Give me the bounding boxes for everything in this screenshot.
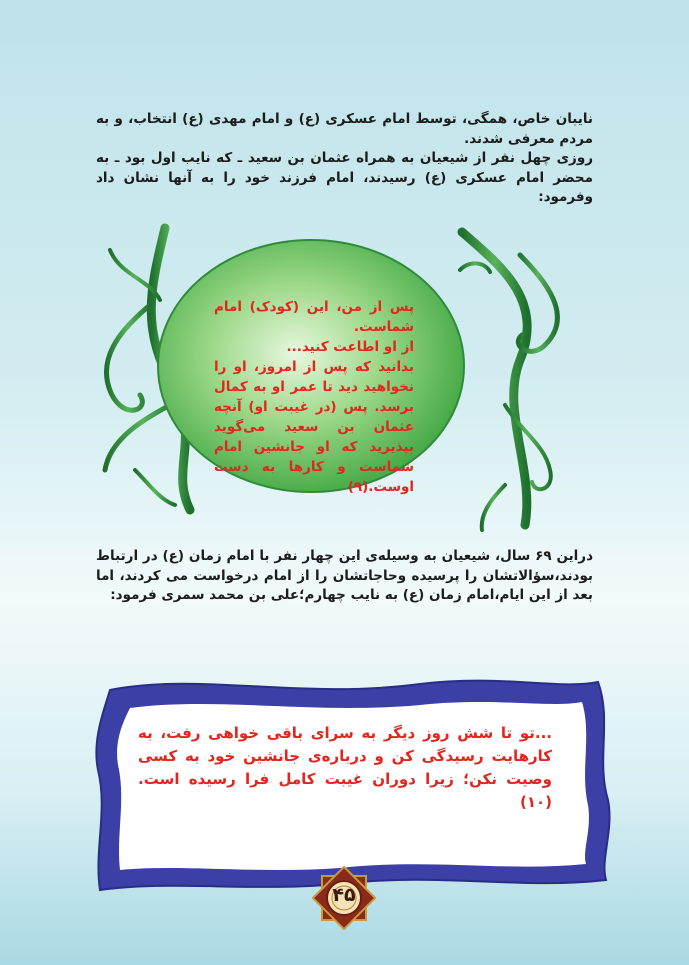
framed-quote [138,722,552,814]
framed-quote-text: ...تو تا شش روز دیگر به سرای باقی خواهی رفت، به کارهایت رسیدگی کن و درباره‌ی جانشین خود به کسی وصیت نکن؛ زیرا دوران غیبت کامل فرا رسیده است. (۱۰) [138,724,552,811]
oval-quote-line-2: از او اطاعت کنید... [286,339,414,355]
page-number: ۴۵ [332,884,356,906]
middle-text: دراین ۶۹ سال، شیعیان به وسیله‌ی این چهار نفر با امام زمان (ع) در ارتباط بودند،سؤالاتشان را پرسیده وحاجاتشان را از امام درخواست می کردند، اما بعد از این ایام،امام زمان (ع) به نایب چهارم؛علی بن محمد سمری فرمود: [96,548,594,603]
oval-quote-line-1: پس از من، این (کودک) امام شماست. [214,299,414,335]
oval-quote-line-3: بدانید که پس از امروز، او را نخواهید دید تا عمر او به کمال برسد. پس (در غیبت او) آنچه عثمان بن سعید می‌گوید بپذیرید که او جانشین امام شماست و کارها به دست اوست.(۹) [214,359,414,495]
intro-line-1: نایبان خاص، همگی، توسط امام عسکری (ع) و امام مهدی (ع) انتخاب، و به مردم معرفی شدند. [96,111,593,147]
intro-line-2: روزی چهل نفر از شیعیان به همراه عثمان بن سعید ـ که نایب اول بود ـ به محضر امام عسکری (ع) رسیدند، امام فرزند خود را به آنها نشان داد وفرمود: [96,150,593,205]
